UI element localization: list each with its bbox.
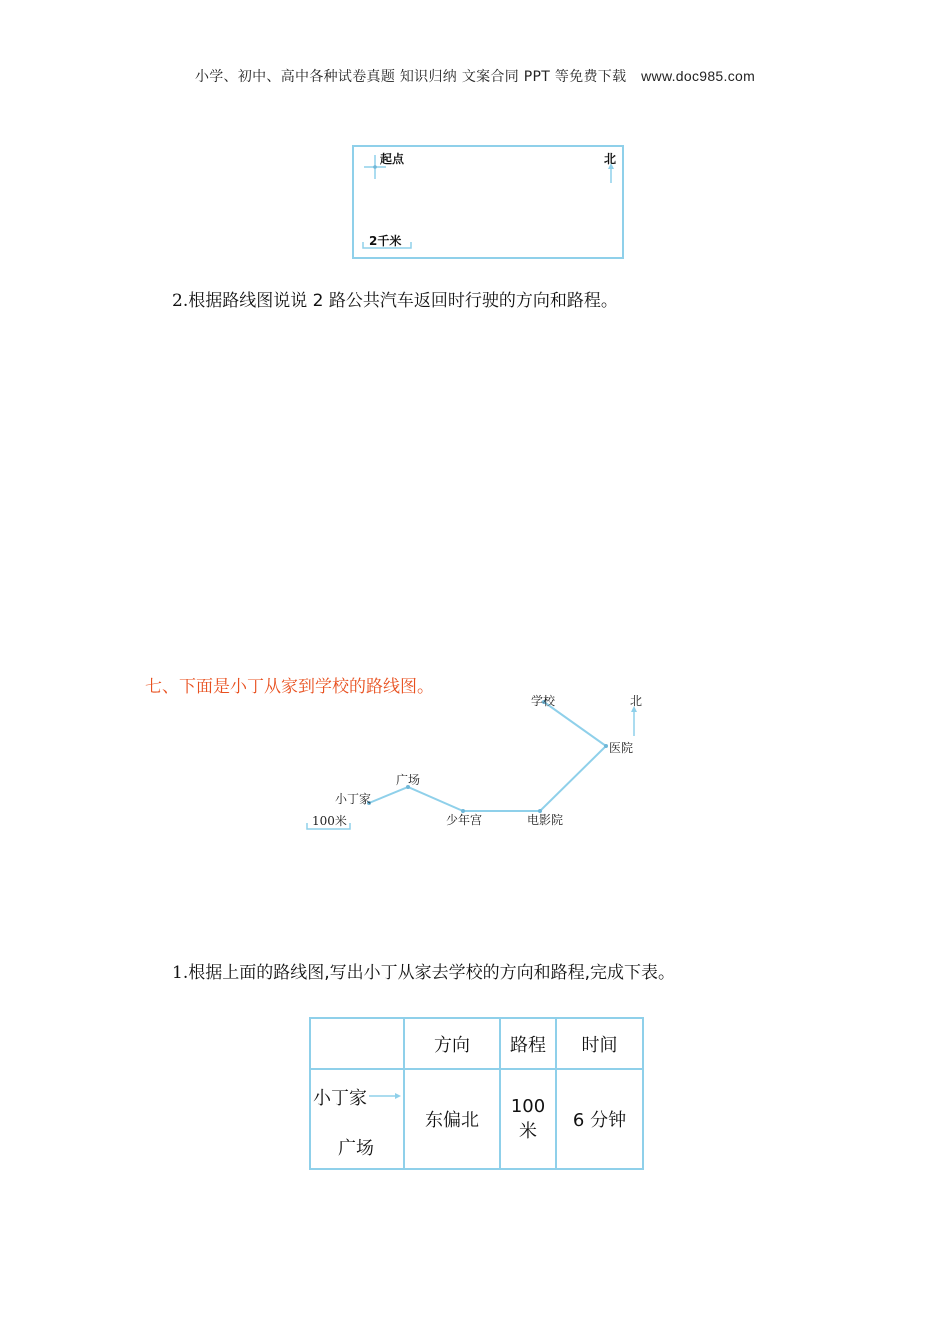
home-label: 小丁家	[335, 792, 372, 806]
table-header-cell	[310, 1018, 404, 1069]
header-text: 小学、初中、高中各种试卷真题 知识归纳 文案合同 PPT 等免费下载	[194, 69, 627, 85]
table-header-distance: 路程	[500, 1018, 556, 1069]
hospital-point	[604, 744, 608, 748]
table-header-direction: 方向	[404, 1018, 500, 1069]
route-table	[309, 1017, 644, 1170]
route-line	[369, 702, 606, 811]
question-2-text: 根据路线图说说 2 路公共汽车返回时行驶的方向和路程。	[188, 291, 618, 311]
question-2	[172, 286, 618, 311]
start-label: 起点	[380, 152, 405, 166]
hospital-label: 医院	[609, 741, 634, 755]
route-from: 小丁家	[313, 1088, 367, 1109]
scale-label-2: 100米	[312, 814, 347, 828]
cinema-label: 电影院	[527, 813, 564, 827]
north-label: 北	[604, 152, 617, 166]
north-label-2: 北	[630, 694, 643, 708]
page-header	[0, 66, 950, 86]
table-header-time: 时间	[556, 1018, 643, 1069]
right-arrow-icon	[367, 1090, 403, 1102]
question-1-text: 根据上面的路线图,写出小丁从家去学校的方向和路程,完成下表。	[188, 963, 676, 983]
table-header-row	[310, 1018, 643, 1069]
question-1-number: 1.	[172, 963, 189, 983]
scale-label: 2千米	[369, 234, 402, 248]
table-row	[310, 1069, 643, 1169]
section-7-title: 七、下面是小丁从家到学校的路线图。	[145, 677, 434, 697]
route-to: 广场	[338, 1138, 374, 1159]
header-url: www.doc985.com	[641, 68, 756, 84]
question-1	[172, 958, 675, 983]
route-map-1	[352, 145, 624, 259]
question-2-number: 2.	[172, 291, 189, 311]
table-cell-distance: 100 米	[500, 1069, 556, 1169]
table-cell-direction: 东偏北	[404, 1069, 500, 1169]
start-point	[373, 165, 377, 169]
table-cell-time: 6 分钟	[556, 1069, 643, 1169]
school-label: 学校	[531, 694, 556, 708]
square-label: 广场	[396, 773, 421, 787]
table-route-cell	[310, 1069, 404, 1169]
youth-palace-label: 少年宫	[446, 813, 483, 827]
